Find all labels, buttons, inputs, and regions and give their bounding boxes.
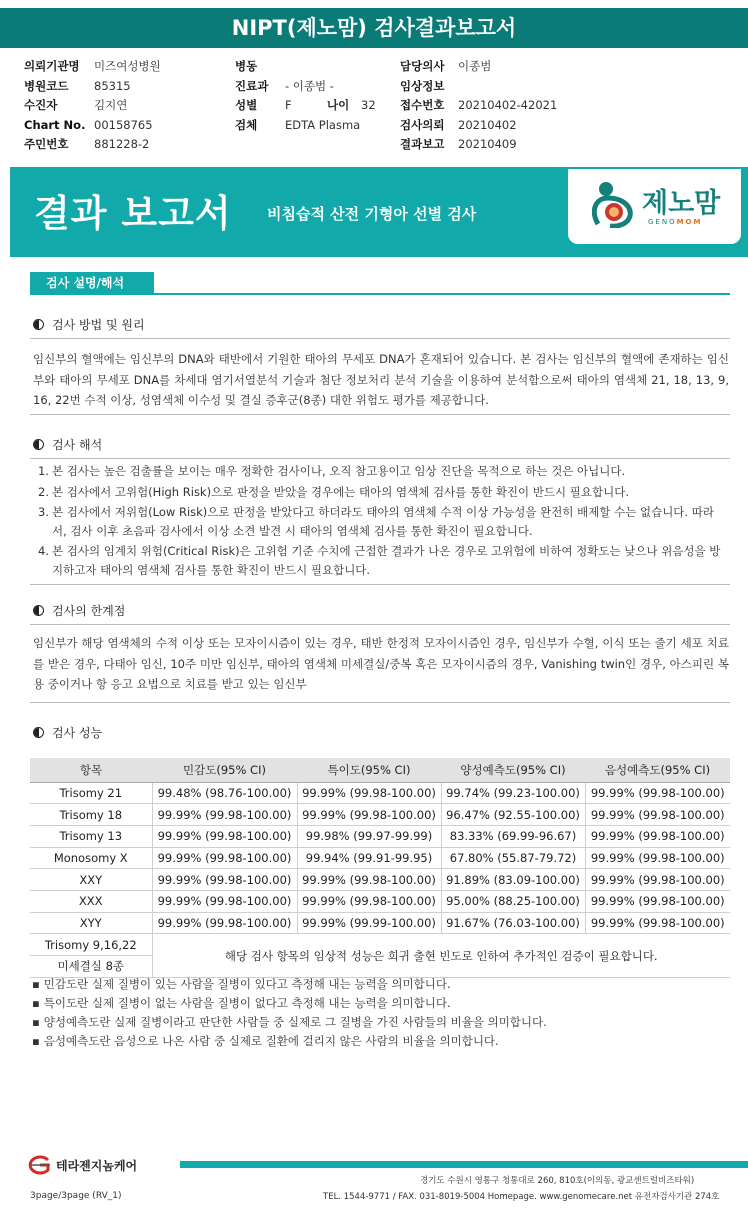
list-item: ▪ 특이도란 실제 질병이 없는 사람을 질병이 없다고 측정해 내는 능력을 의미합니다. bbox=[32, 994, 547, 1013]
logo-mother-icon bbox=[592, 180, 634, 228]
patient-info-column-3 bbox=[400, 57, 557, 155]
table-row: Trisomy 21 99.48% (98.76-100.00) 99.99% (99.98-100.00) 99.74% (99.23-100.00) 99.99% (99.98-100.00) bbox=[30, 782, 730, 804]
divider bbox=[30, 414, 730, 415]
limits-text: 임신부가 해당 염색체의 수적 이상 또는 모자이시즘이 있는 경우, 태반 한정적 모자이시즘인 경우, 임신부가 수혈, 이식 또는 줄기 세포 치료를 받은 경우, 다태아 임신, 10주 미만 임신부, 태아의 염색체 미세결실/중복 혹은 모자이시즘의 경우, Vanishing twin인 경우, 아스피린 복용 중이거나 항 응고 요법으로 치료를 받고 있는 임신부 bbox=[33, 636, 729, 691]
list-item: 1. 본 검사는 높은 검출률을 보이는 매우 정확한 검사이나, 오직 참고용이고 임상 진단을 목적으로 하는 것은 아닙니다. bbox=[38, 464, 626, 478]
table-row: 미세결실 8종 bbox=[30, 956, 730, 978]
table-header-row bbox=[30, 758, 730, 782]
divider bbox=[30, 458, 730, 459]
result-banner bbox=[10, 167, 748, 257]
section-divider bbox=[30, 293, 730, 295]
info-row: 의뢰기관명 미즈여성병원 bbox=[24, 59, 161, 73]
divider bbox=[30, 702, 730, 703]
definition-notes bbox=[32, 975, 547, 1051]
info-row: 임상정보 bbox=[400, 78, 445, 93]
report-title: NIPT(제노맘) 검사결과보고서 bbox=[231, 16, 517, 40]
half-circle-icon bbox=[33, 727, 44, 738]
info-row: 담당의사 이종범 bbox=[400, 59, 492, 73]
table-row: XXY 99.99% (99.98-100.00) 99.99% (99.98-100.00) 91.89% (83.09-100.00) 99.99% (99.98-100.00) bbox=[30, 869, 730, 891]
half-circle-icon bbox=[33, 319, 44, 330]
info-row: Chart No. 00158765 bbox=[24, 117, 153, 132]
company-name: 테라젠지놈케어 bbox=[56, 1158, 138, 1173]
info-row: 검체 EDTA Plasma bbox=[235, 117, 361, 132]
method-text: 임신부의 혈액에는 임신부의 DNA와 태반에서 기원한 태아의 무세포 DNA가 혼재되어 있습니다. 본 검사는 임신부의 혈액에 존재하는 임신부와 태아의 무세포 DNA를 차세대 염기서열분석 기술과 첨단 정보처리 분석 기술을 이용하여 분석함으로써 태아의 염색체 21, 18, 13, 9, 16, 22번 수적 이상, 성염색체 이수성 및 결실 증후군(8종) 대한 위험도 평가를 제공합니다. bbox=[33, 352, 729, 407]
interpretation-heading: 검사 해석 bbox=[33, 436, 102, 453]
table-row: Trisomy 13 99.99% (99.98-100.00) 99.98% (99.97-99.99) 83.33% (69.99-96.67) 99.99% (99.98-100.00) bbox=[30, 825, 730, 847]
footer-contact: TEL. 1544-9771 / FAX. 031-8019-5004 Homepage. www.genomecare.net 유전자검사기관 274호 bbox=[323, 1192, 720, 1202]
table-row: XXX 99.99% (99.98-100.00) 99.99% (99.98-100.00) 95.00% (88.25-100.00) 99.99% (99.98-100.00) bbox=[30, 890, 730, 912]
info-row: 병원코드 85315 bbox=[24, 78, 131, 93]
section-title: 검사 설명/해석 bbox=[30, 272, 154, 295]
info-row: 검사의뢰 20210402 bbox=[400, 117, 517, 132]
company-logo bbox=[26, 1155, 137, 1175]
column-header: 민감도(95% CI) bbox=[152, 758, 297, 782]
column-header: 음성예측도(95% CI) bbox=[585, 758, 730, 782]
performance-heading: 검사 성능 bbox=[33, 724, 102, 741]
info-row: 진료과 - 이종범 - bbox=[235, 78, 334, 93]
company-logo-icon bbox=[26, 1155, 52, 1175]
interpretation-list bbox=[38, 462, 728, 581]
extra-note: 해당 검사 항목의 임상적 성능은 희귀 출현 빈도로 인하여 추가적인 검증이 필요합니다. bbox=[152, 934, 730, 977]
info-row: 결과보고 20210409 bbox=[400, 137, 517, 151]
page-number: 3page/3page (RV_1) bbox=[30, 1191, 122, 1201]
patient-info-column-1 bbox=[24, 57, 161, 155]
table-row: Trisomy 9,16,22 해당 검사 항목의 임상적 성능은 희귀 출현 빈도로 인하여 추가적인 검증이 필요합니다. bbox=[30, 934, 730, 956]
info-row: 성별 F 나이 32 bbox=[235, 98, 376, 112]
info-row: 접수번호 20210402-42021 bbox=[400, 98, 558, 112]
logo-subtext: GENOMOM bbox=[648, 218, 703, 226]
column-header: 항목 bbox=[30, 758, 152, 782]
column-header: 양성예측도(95% CI) bbox=[441, 758, 585, 782]
table-row: Monosomy X 99.99% (99.98-100.00) 99.94% (99.91-99.95) 67.80% (55.87-79.72) 99.99% (99.98-100.00) bbox=[30, 847, 730, 869]
table-row: Trisomy 18 99.99% (99.98-100.00) 99.99% (99.98-100.00) 96.47% (92.55-100.00) 99.99% (99.98-100.00) bbox=[30, 804, 730, 826]
column-header: 특이도(95% CI) bbox=[297, 758, 441, 782]
divider bbox=[30, 624, 730, 625]
report-title-bar bbox=[0, 8, 748, 48]
half-circle-icon bbox=[33, 605, 44, 616]
list-item: ▪ 음성예측도란 음성으로 나온 사람 중 실제로 질환에 걸리지 않은 사람의 비율을 의미합니다. bbox=[32, 1032, 547, 1051]
logo-text: 제노맘 bbox=[642, 188, 721, 219]
banner-subtitle: 비침습적 산전 기형아 선별 검사 bbox=[267, 205, 477, 223]
list-item: ▪ 양성예측도란 실제 질병이라고 판단한 사람들 중 실제로 그 질병을 가진 사람들의 비율을 의미합니다. bbox=[32, 1013, 547, 1032]
genomom-logo bbox=[568, 169, 741, 244]
divider bbox=[30, 338, 730, 339]
limits-heading: 검사의 한계점 bbox=[33, 602, 125, 619]
list-item: 3. 본 검사에서 저위험(Low Risk)으로 판정을 받았다고 하더라도 태아의 염색체 수적 이상 가능성을 완전히 배제할 수는 없습니다. 따라서, 검사 이후 초음파 검사에서 이상 소견 발견 시 태아의 염색체 검사를 통한 확진이 필요합니다. bbox=[38, 505, 714, 538]
list-item: ▪ 민감도란 실제 질병이 있는 사람을 질병이 있다고 측정해 내는 능력을 의미합니다. bbox=[32, 975, 547, 994]
footer-address: 경기도 수원시 영통구 청통대로 260, 810호(이의동, 광교센트럴비즈타워) bbox=[420, 1176, 695, 1186]
table-row: XYY 99.99% (99.98-100.00) 99.99% (99.99-100.00) 91.67% (76.03-100.00) 99.99% (99.98-100.00) bbox=[30, 912, 730, 934]
banner-title: 결과 보고서 bbox=[34, 192, 232, 235]
divider bbox=[30, 584, 730, 585]
info-row: 병동 bbox=[235, 59, 258, 73]
info-row: 주민번호 881228-2 bbox=[24, 137, 150, 151]
list-item: 2. 본 검사에서 고위험(High Risk)으로 판정을 받았을 경우에는 태아의 염색체 검사를 통한 확진이 반드시 필요합니다. bbox=[38, 484, 629, 499]
performance-table bbox=[30, 758, 730, 978]
footer-bar bbox=[180, 1161, 748, 1168]
method-heading: 검사 방법 및 원리 bbox=[33, 316, 145, 333]
list-item: 4. 본 검사의 임계치 위험(Critical Risk)은 고위험 기준 수치에 근접한 결과가 나온 경우로 고위험에 비하여 정확도는 낮으나 위음성을 방지하고자 태아의 염색체 검사를 통한 확진이 반드시 필요합니다. bbox=[38, 544, 721, 577]
patient-info-column-2 bbox=[235, 57, 376, 135]
info-row: 수진자 김지연 bbox=[24, 98, 128, 112]
half-circle-icon bbox=[33, 439, 44, 450]
